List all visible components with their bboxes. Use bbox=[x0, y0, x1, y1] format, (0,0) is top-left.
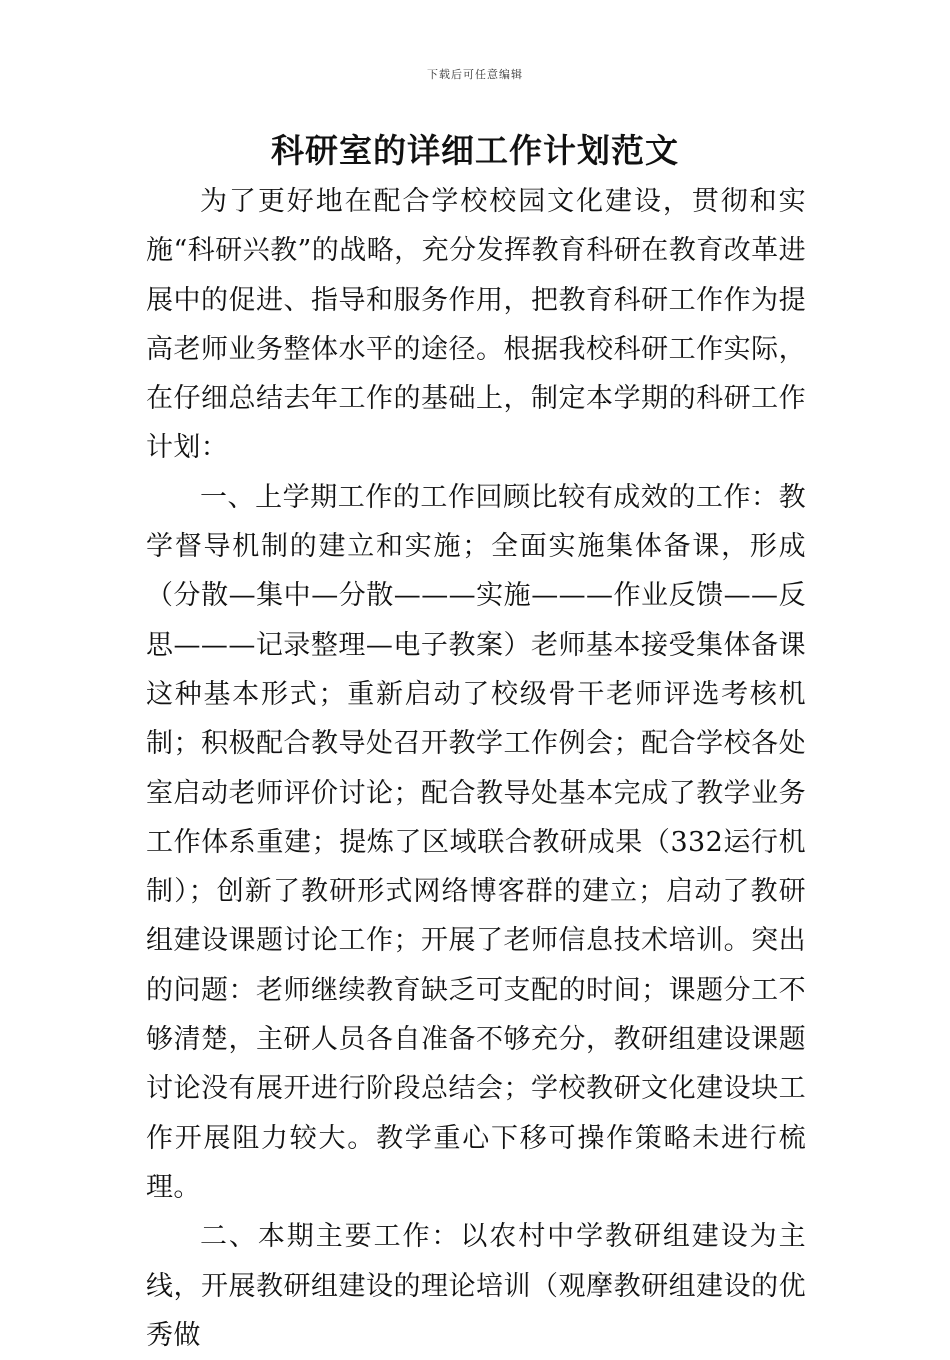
paragraph-main-work: 二、本期主要工作：以农村中学教研组建设为主线，开展教研组建设的理论培训（观摩教研组建设的优秀做 bbox=[146, 1221, 806, 1351]
paragraph-review: 一、上学期工作的工作回顾比较有成效的工作：教学督导机制的建立和实施；全面实施集体备课，形成（分散—集中—分散———实施———作业反馈——反思———记录整理—电子教案）老师基本接受集体备课这种基本形式；重新启动了校级骨干老师评选考核机制；积极配合教导处召开教学工作例会；配合学校各处室启动老师评价讨论；配合教导处基本完成了教学业务工作体系重建；提炼了区域联合教研成果（332运行机制）；创新了教研形式网络博客群的建立；启动了教研组建设课题讨论工作；开展了老师信息技术培训。突出的问题：老师继续教育缺乏可支配的时间；课题分工不够清楚，主研人员各自准备不够充分，教研组建设课题讨论没有展开进行阶段总结会；学校教研文化建设块工作开展阻力较大。教学重心下移可操作策略未进行梳理。 bbox=[146, 481, 806, 1203]
document-title: 科研室的详细工作计划范文 bbox=[271, 131, 679, 170]
header-note: 下载后可任意编辑 bbox=[427, 68, 523, 81]
paragraph-intro: 为了更好地在配合学校校园文化建设，贯彻和实施“科研兴教”的战略，充分发挥教育科研在教育改革进展中的促进、指导和服务作用，把教育科研工作作为提高老师业务整体水平的途径。根据我校科研工作实际，在仔细总结去年工作的基础上，制定本学期的科研工作计划： bbox=[146, 186, 806, 464]
document-body bbox=[146, 177, 806, 1360]
